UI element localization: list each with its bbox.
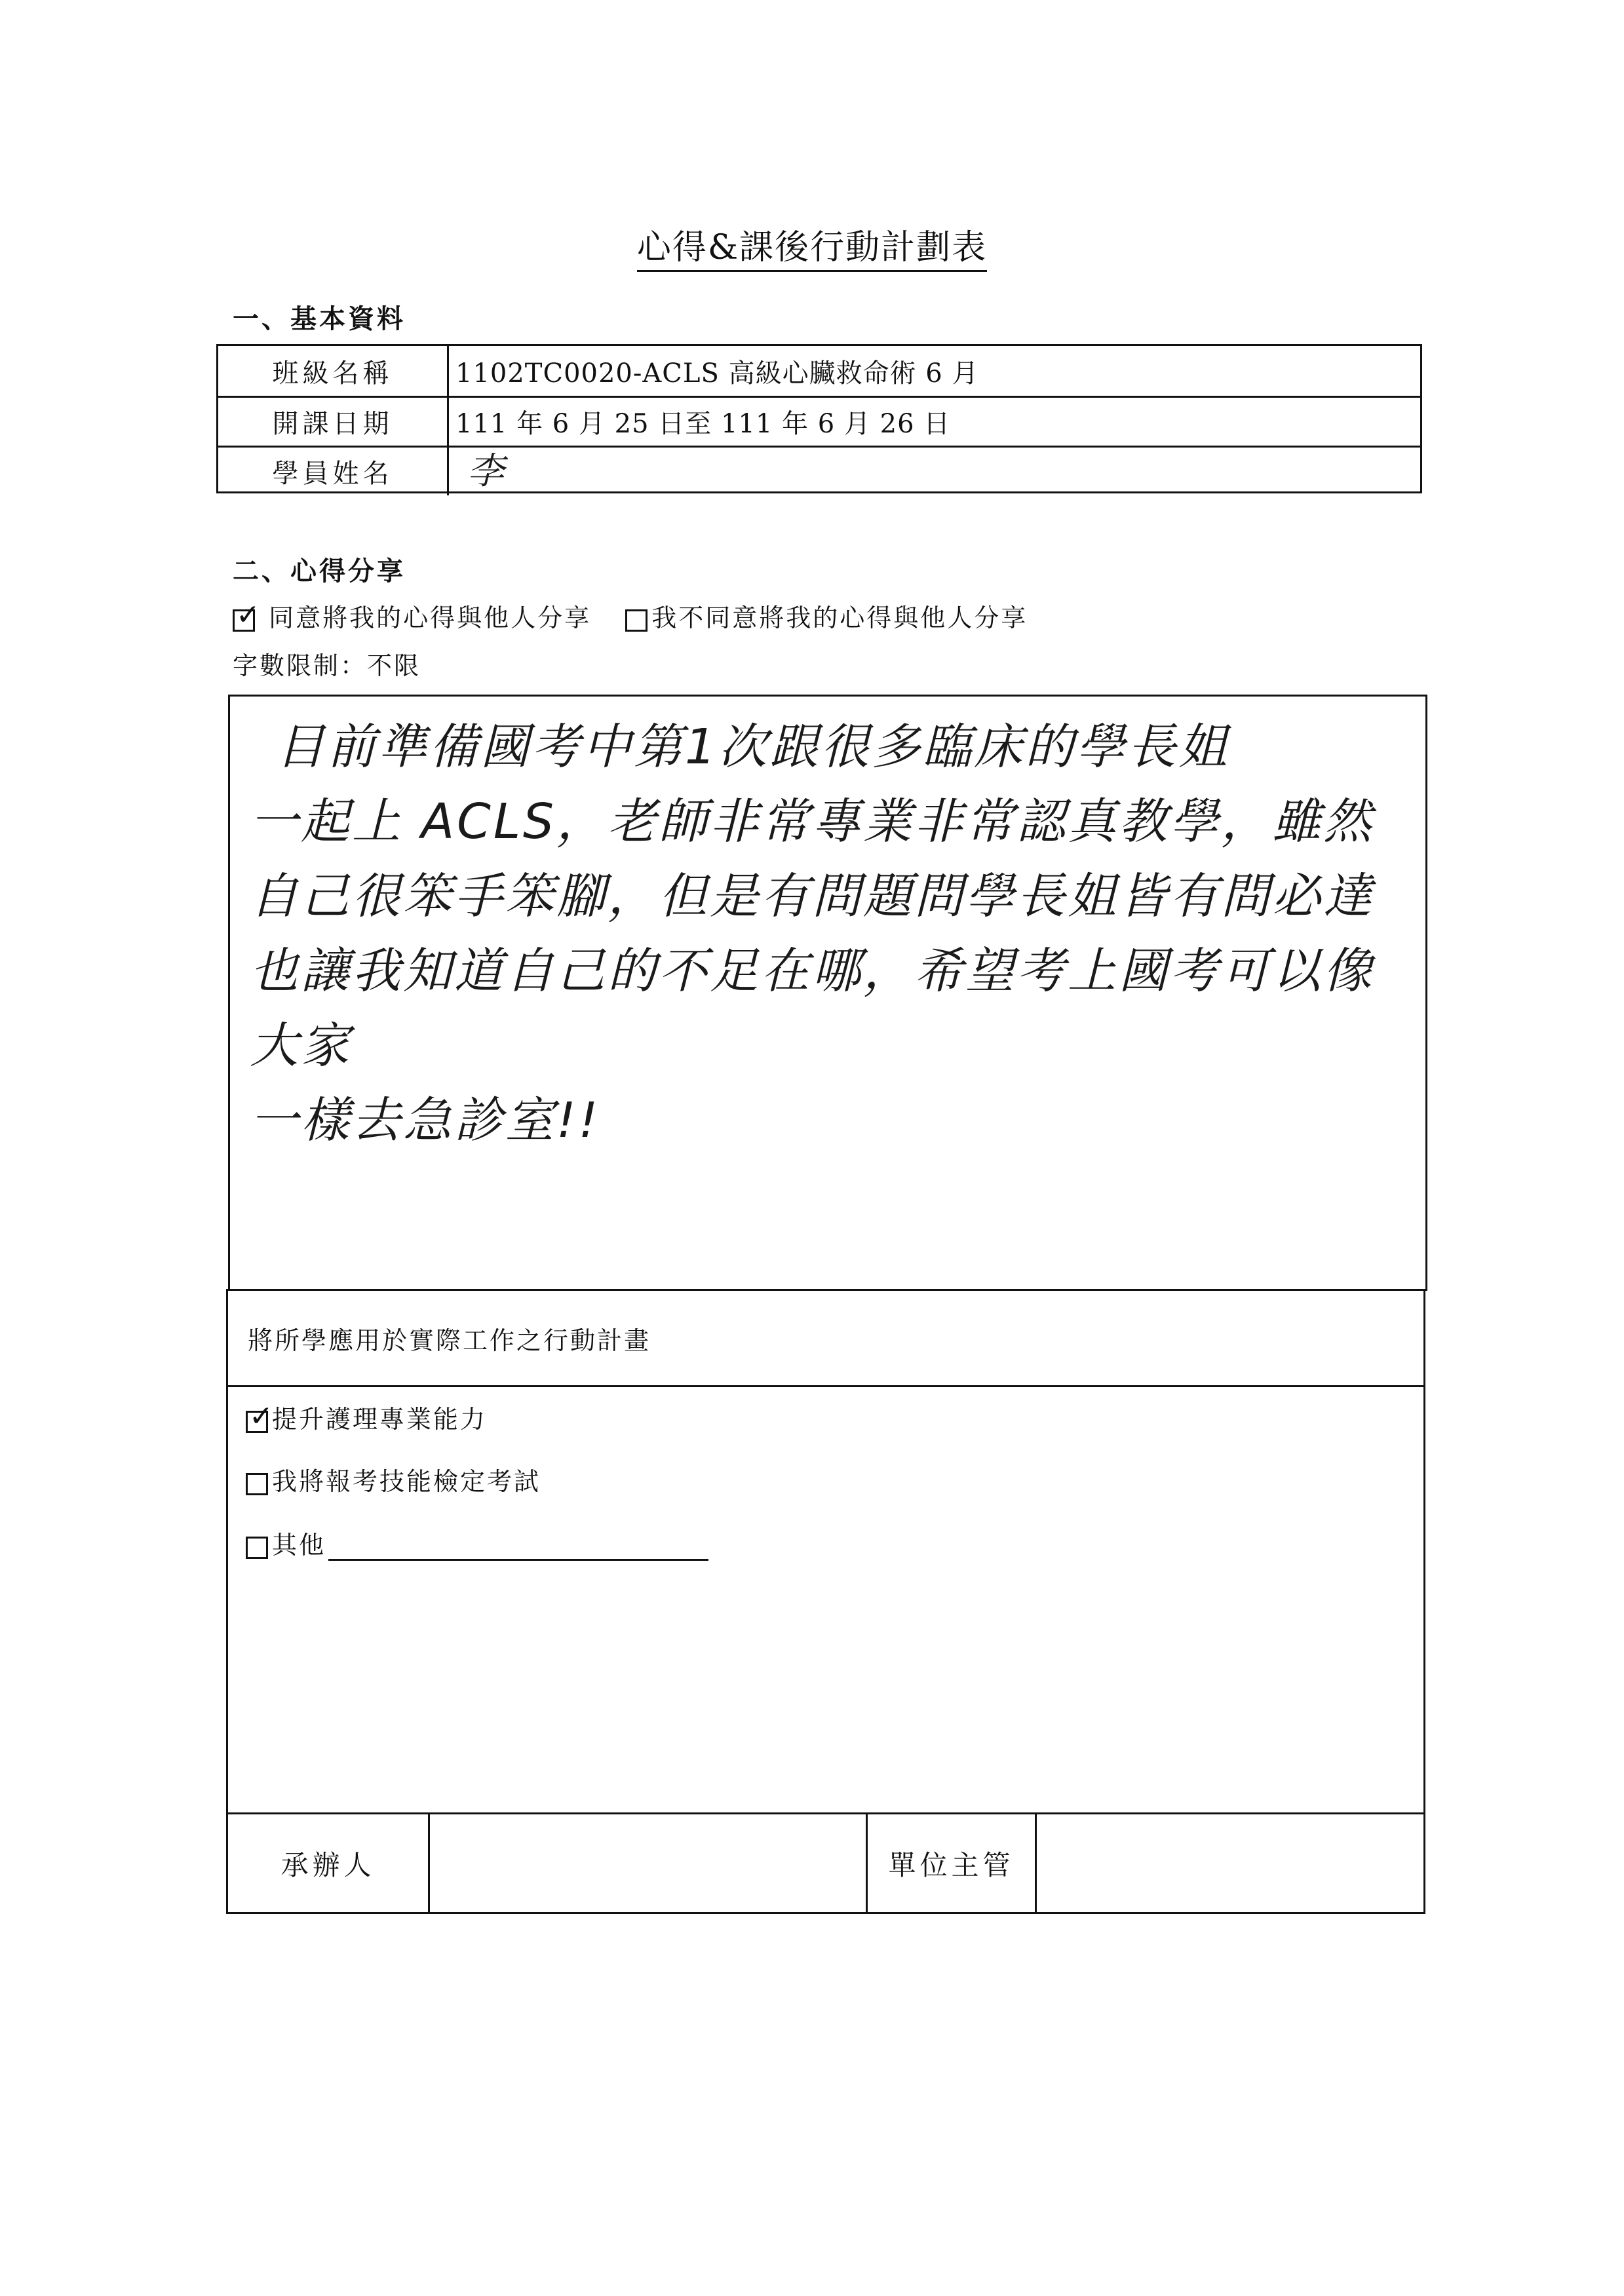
disagree-checkbox[interactable]	[625, 609, 648, 632]
supervisor-signature-field[interactable]	[1037, 1814, 1423, 1912]
action-plan-heading-box	[226, 1289, 1425, 1387]
student-name-value: 李	[467, 450, 505, 493]
agree-checkbox[interactable]	[233, 598, 262, 632]
option-label: 我將報考技能檢定考試	[272, 1467, 541, 1496]
class-name-value: 1102TC0020-ACLS 高級心臟救命術 6 月	[455, 358, 979, 389]
other-input-line[interactable]	[328, 1537, 708, 1561]
handler-label: 承辦人	[228, 1814, 430, 1912]
class-name-label: 班級名稱	[218, 346, 449, 396]
option-label: 其他	[272, 1531, 326, 1559]
skill-exam-checkbox[interactable]	[246, 1473, 268, 1495]
agree-label: 同意將我的心得與他人分享	[269, 603, 592, 632]
improve-nursing-checkbox[interactable]	[246, 1399, 275, 1433]
other-checkbox[interactable]	[246, 1537, 268, 1559]
word-limit-text: 字數限制：不限	[233, 651, 421, 680]
handler-signature-field[interactable]	[430, 1814, 868, 1912]
basic-info-table	[216, 344, 1422, 493]
supervisor-label: 單位主管	[868, 1814, 1037, 1912]
option-other	[246, 1525, 708, 1561]
section-reflection-heading: 二、心得分享	[233, 556, 406, 586]
action-plan-heading: 將所學應用於實際工作之行動計畫	[248, 1326, 651, 1355]
check-mark-icon: ✓	[236, 598, 262, 632]
option-skill-exam	[246, 1461, 541, 1497]
course-date-label: 開課日期	[218, 398, 449, 446]
reflection-line: 自己很笨手笨腳，但是有問題問學長姐皆有問必達	[250, 868, 1374, 925]
reflection-line: 目前準備國考中第1次跟很多臨床的學長姐	[276, 719, 1230, 775]
option-improve-nursing	[246, 1399, 487, 1435]
signature-row	[226, 1812, 1425, 1914]
section-basic-info-heading: 一、基本資料	[233, 303, 406, 334]
page-title: 心得&課後行動計劃表	[0, 220, 1624, 269]
check-mark-icon: ✓	[249, 1399, 275, 1433]
course-date-row	[218, 396, 1420, 446]
reflection-line: 一樣去急診室!!	[250, 1092, 601, 1149]
consent-row	[233, 598, 1028, 634]
class-name-row	[218, 346, 1420, 396]
student-name-row	[218, 446, 1420, 495]
reflection-line: 一起上 ACLS，老師非常專業非常認真教學，雖然	[250, 794, 1375, 850]
reflection-box[interactable]	[228, 695, 1427, 1291]
course-date-value: 111 年 6 月 25 日至 111 年 6 月 26 日	[455, 409, 951, 439]
disagree-label: 我不同意將我的心得與他人分享	[651, 603, 1028, 632]
student-name-label: 學員姓名	[218, 448, 449, 495]
action-plan-options-box	[226, 1385, 1425, 1814]
reflection-line: 也讓我知道自己的不足在哪，希望考上國考可以像大家	[250, 943, 1374, 1074]
option-label: 提升護理專業能力	[272, 1405, 488, 1434]
reflection-handwriting	[250, 710, 1403, 1158]
